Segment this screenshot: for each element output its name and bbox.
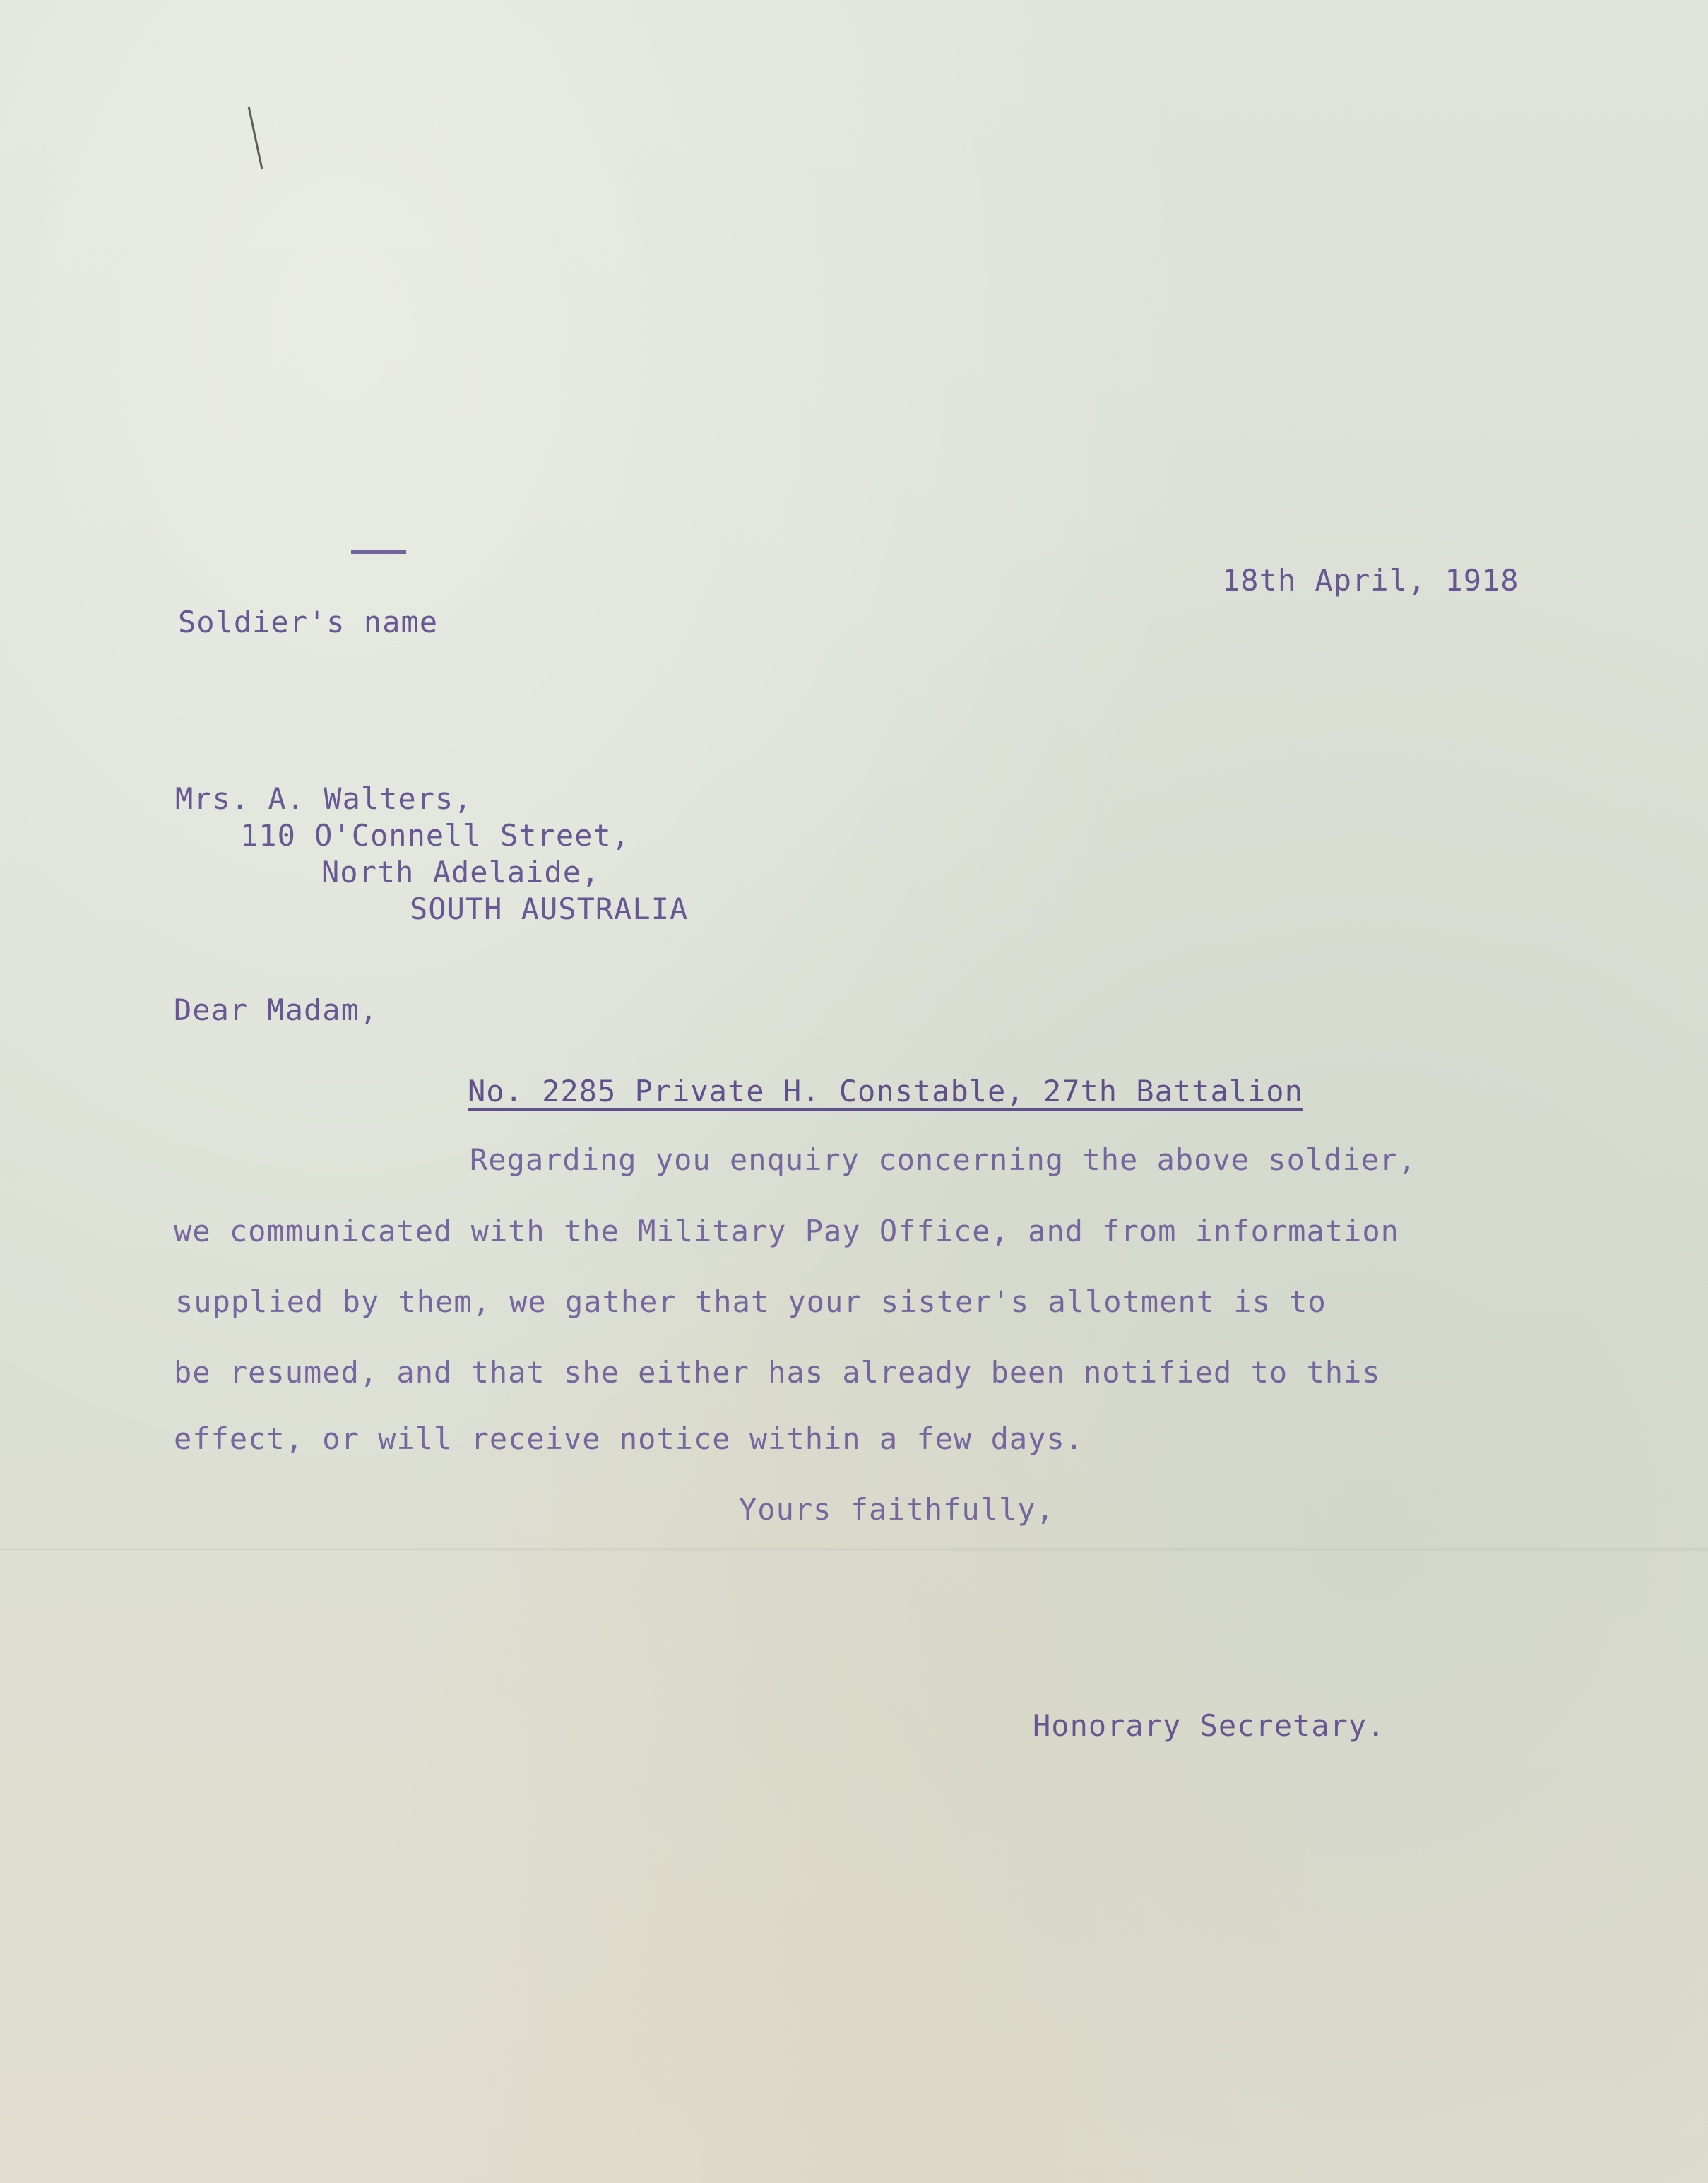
letter-subject: No. 2285 Private H. Constable, 27th Battalion: [468, 1074, 1303, 1108]
body-line-2: we communicated with the Military Pay Office, and from information: [174, 1214, 1399, 1248]
body-line-5: effect, or will receive notice within a few days.: [174, 1421, 1084, 1456]
soldier-name-dash: [351, 550, 406, 554]
recipient-state: SOUTH AUSTRALIA: [410, 892, 689, 926]
signature-title: Honorary Secretary.: [1033, 1708, 1386, 1743]
recipient-name: Mrs. A. Walters,: [175, 781, 473, 816]
body-line-1: Regarding you enquiry concerning the above soldier,: [470, 1142, 1417, 1177]
salutation: Dear Madam,: [174, 993, 379, 1027]
pencil-mark: [248, 107, 263, 170]
recipient-suburb: North Adelaide,: [321, 855, 600, 889]
letter-date: 18th April, 1918: [1222, 563, 1519, 598]
paper-fold-crease: [0, 1547, 1708, 1551]
closing: Yours faithfully,: [739, 1492, 1055, 1527]
body-line-3: supplied by them, we gather that your sister's allotment is to: [175, 1284, 1327, 1319]
body-line-4: be resumed, and that she either has already been notified to this: [174, 1355, 1381, 1390]
recipient-street: 110 O'Connell Street,: [240, 818, 631, 853]
soldier-name-label: Soldier's name: [178, 605, 439, 639]
